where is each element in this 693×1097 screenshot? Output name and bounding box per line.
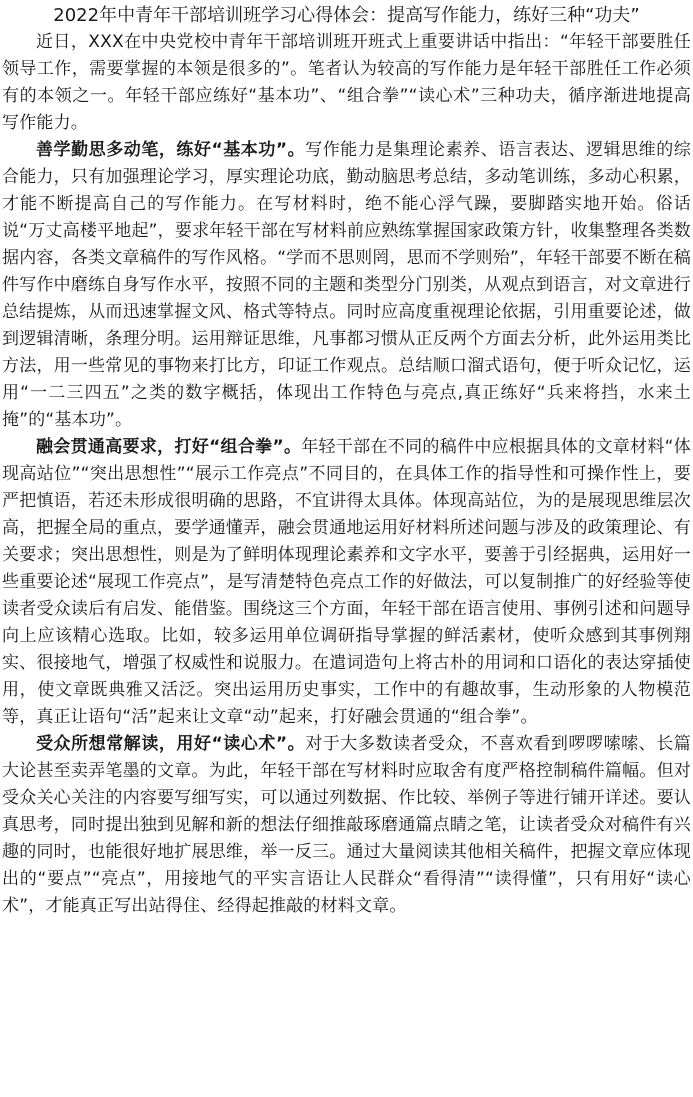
paragraph-intro	[2, 29, 691, 137]
paragraph-basic-skills	[2, 137, 691, 434]
paragraph-combination	[2, 434, 691, 731]
paragraph-basic-skills-lead: 善学勤思多动笔，练好“基本功”。	[36, 140, 306, 160]
paragraph-mind-reading-text: 对于大多数读者受众，不喜欢看到啰啰嗦嗦、长篇大论甚至卖弄笔墨的文章。为此，年轻干部在写材料时应取舍有度严格控制稿件篇幅。但对受众关心关注的内容要写细写实，可以通过列数据、作比较、举例子等进行铺开详述。要认真思考，同时提出独到见解和新的想法仔细推敲琢磨通篇点睛之笔，让读者受众对稿件有兴趣的同时，也能很好地扩展思维，举一反三。通过大量阅读其他相关稿件，把握文章应体现出的“要点”“亮点”，用接地气的平实言语让人民群众“看得清”“读得懂”，只有用好“读心术”，才能真正写出站得住、经得起推敲的材料文章。	[2, 734, 691, 916]
document-title: 2022年中青年干部培训班学习心得体会：提高写作能力，练好三种“功夫”	[53, 5, 640, 26]
paragraph-basic-skills-text: 写作能力是集理论素养、语言表达、逻辑思维的综合能力，只有加强理论学习，厚实理论功底，勤动脑思考总结，多动笔训练，多动心积累，才能不断提高自己的写作能力。在写材料时，绝不能心浮气躁，要脚踏实地开始。俗话说“万丈高楼平地起”，要求年轻干部在写材料前应熟练掌握国家政策方针，收集整理各类数据内容，各类文章稿件的写作风格。“学而不思则罔，思而不学则殆”，年轻干部要不断在稿件写作中磨练自身写作水平，按照不同的主题和类型分门别类，从观点到语言，对文章进行总结提炼，从而迅速掌握文风、格式等特点。同时应高度重视理论依据，引用重要论述，做到逻辑清晰，条理分明。运用辩证思维，凡事都习惯从正反两个方面去分析，此外运用类比方法，用一些常见的事物来打比方，印证工作观点。总结顺口溜式语句，便于听众记忆，运用“一二三四五”之类的数字概括，体现出工作特色与亮点,真正练好“兵来将挡，水来土掩”的“基本功”。	[2, 140, 691, 430]
paragraph-combination-text: 年轻干部在不同的稿件中应根据具体的文章材料“体现高站位”“突出思想性”“展示工作亮点”不同目的，在具体工作的指导性和可操作性上，要严把慎语，若还未形成很明确的思路，不宜讲得太具体。体现高站位，为的是展现思维层次高，把握全局的重点，要学通懂弄，融会贯通地运用好材料所述问题与涉及的政策理论、有关要求；突出思想性，则是为了鲜明体现理论素养和文字水平，要善于引经据典，运用好一些重要论述“展现工作亮点”，是写清楚特色亮点工作的好做法，可以复制推广的好经验等使读者受众读后有启发、能借鉴。围绕这三个方面，年轻干部在语言使用、事例引述和问题导向上应该精心选取。比如，较多运用单位调研指导掌握的鲜活素材，使听众感到其事例翔实、很接地气，增强了权威性和说服力。在遣词造句上将古朴的用词和口语化的表达穿插使用，使文章既典雅又活泛。突出运用历史事实，工作中的有趣故事，生动形象的人物模范等，真正让语句“活”起来让文章“动”起来，打好融会贯通的“组合拳”。	[2, 437, 691, 727]
paragraph-intro-text: 近日，XXX在中央党校中青年干部培训班开班式上重要讲话中指出：“年轻干部要胜任领导工作，需要掌握的本领是很多的”。笔者认为较高的写作能力是年轻干部胜任工作必须有的本领之一。年轻干部应练好“基本功”、“组合拳”“读心术”三种功夫，循序渐进地提高写作能力。	[2, 32, 691, 133]
paragraph-mind-reading	[2, 731, 691, 920]
paragraph-mind-reading-lead: 受众所想常解读，用好“读心术”。	[36, 734, 306, 754]
paragraph-combination-lead: 融会贯通高要求，打好“组合拳”。	[36, 437, 302, 457]
